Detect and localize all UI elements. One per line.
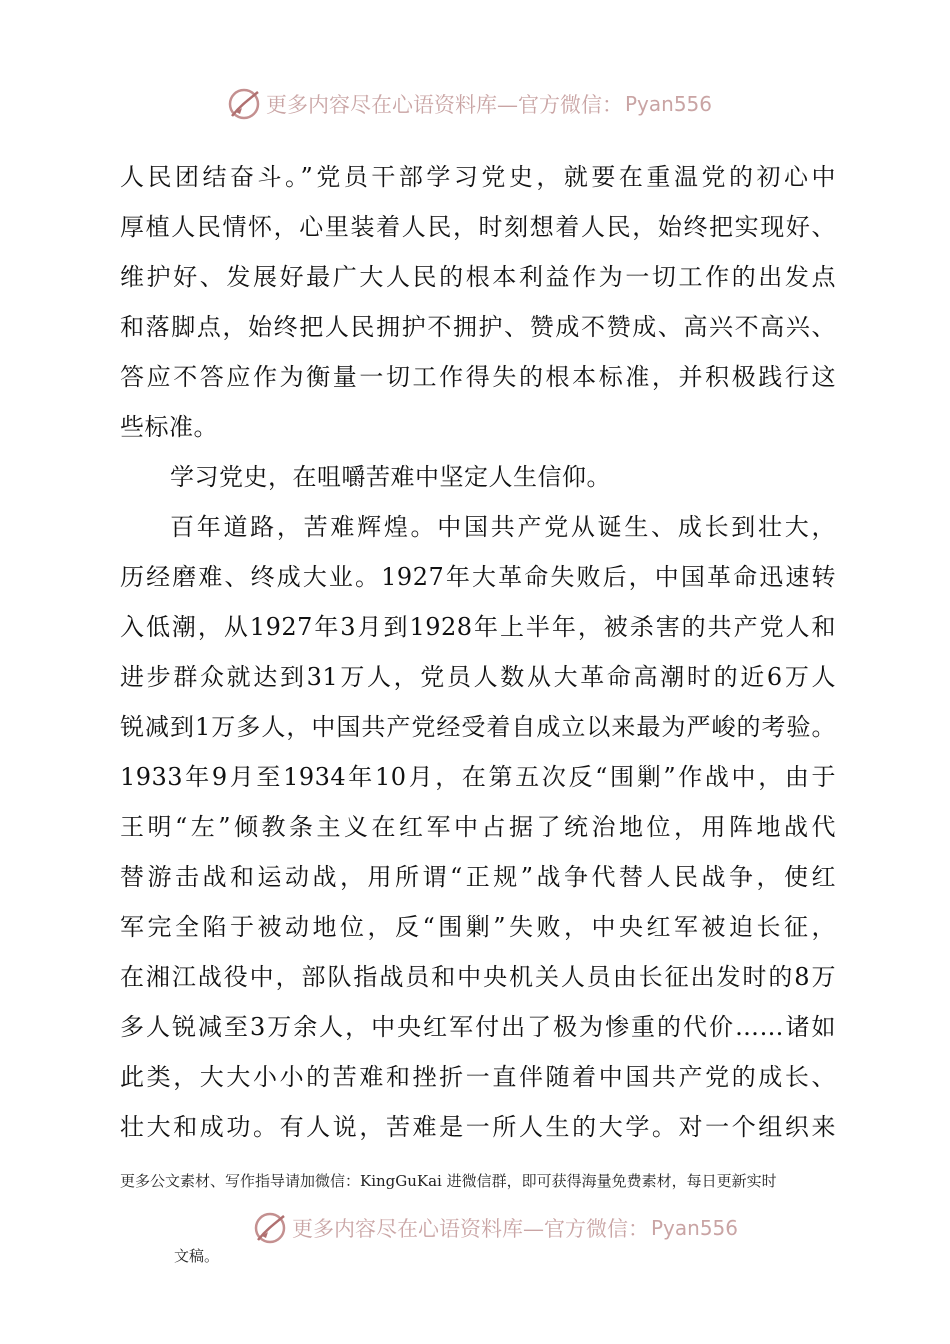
body-line: 壮大和成功。有人说，苦难是一所人生的大学。对一个组织来 [120, 1113, 836, 1141]
body-line: 维护好、发展好最广大人民的根本利益作为一切工作的出发点 [120, 263, 836, 291]
watermark-text: 更多内容尽在心语资料库—官方微信： [266, 93, 623, 117]
body-line: 进步群众就达到31万人，党员人数从大革命高潮时的近6万人 [120, 663, 836, 691]
watermark-id: Pyan556 [625, 92, 713, 116]
footer-tail: 文稿。 [174, 1247, 220, 1265]
body-line: 历经磨难、终成大业。1927年大革命失败后，中国革命迅速转 [120, 563, 836, 591]
body-line: 替游击战和运动战，用所谓“正规”战争代替人民战争，使红 [120, 863, 836, 891]
body-line: 入低潮，从1927年3月到1928年上半年，被杀害的共产党人和 [120, 613, 836, 641]
watermark-id: Pyan556 [651, 1216, 739, 1240]
body-line: 答应不答应作为衡量一切工作得失的根本标准，并积极践行这 [120, 363, 836, 391]
pen-logo-icon [226, 86, 262, 122]
body-line: 军完全陷于被动地位，反“围剿”失败，中央红军被迫长征， [120, 913, 836, 941]
body-line: 人民团结奋斗。”党员干部学习党史，就要在重温党的初心中 [120, 163, 836, 191]
document-body [120, 152, 836, 1152]
body-line: 王明“左”倾教条主义在红军中占据了统治地位，用阵地战代 [120, 813, 836, 841]
pen-logo-icon [252, 1210, 288, 1246]
body-line: 些标准。 [120, 413, 218, 441]
body-line: 百年道路，苦难辉煌。中国共产党从诞生、成长到壮大， [170, 513, 836, 541]
section-heading: 学习党史，在咀嚼苦难中坚定人生信仰。 [170, 463, 611, 491]
body-line: 厚植人民情怀，心里装着人民，时刻想着人民，始终把实现好、 [120, 213, 836, 241]
watermark-top [226, 84, 712, 124]
body-line: 此类，大大小小的苦难和挫折一直伴随着中国共产党的成长、 [120, 1063, 836, 1091]
watermark-text: 更多内容尽在心语资料库—官方微信： [292, 1217, 649, 1241]
body-line: 和落脚点，始终把人民拥护不拥护、赞成不赞成、高兴不高兴、 [120, 313, 836, 341]
body-line: 1933年9月至1934年10月，在第五次反“围剿”作战中，由于 [120, 763, 836, 791]
watermark-bottom [252, 1208, 738, 1248]
footer-note: 更多公文素材、写作指导请加微信：KingGuKai 进微信群，即可获得海量免费素材，每日更新实时 [120, 1172, 777, 1190]
body-line: 在湘江战役中，部队指战员和中央机关人员由长征出发时的8万 [120, 963, 836, 991]
body-line: 锐减到1万多人，中国共产党经受着自成立以来最为严峻的考验。 [120, 713, 836, 741]
body-line: 多人锐减至3万余人，中央红军付出了极为惨重的代价……诸如 [120, 1013, 836, 1041]
